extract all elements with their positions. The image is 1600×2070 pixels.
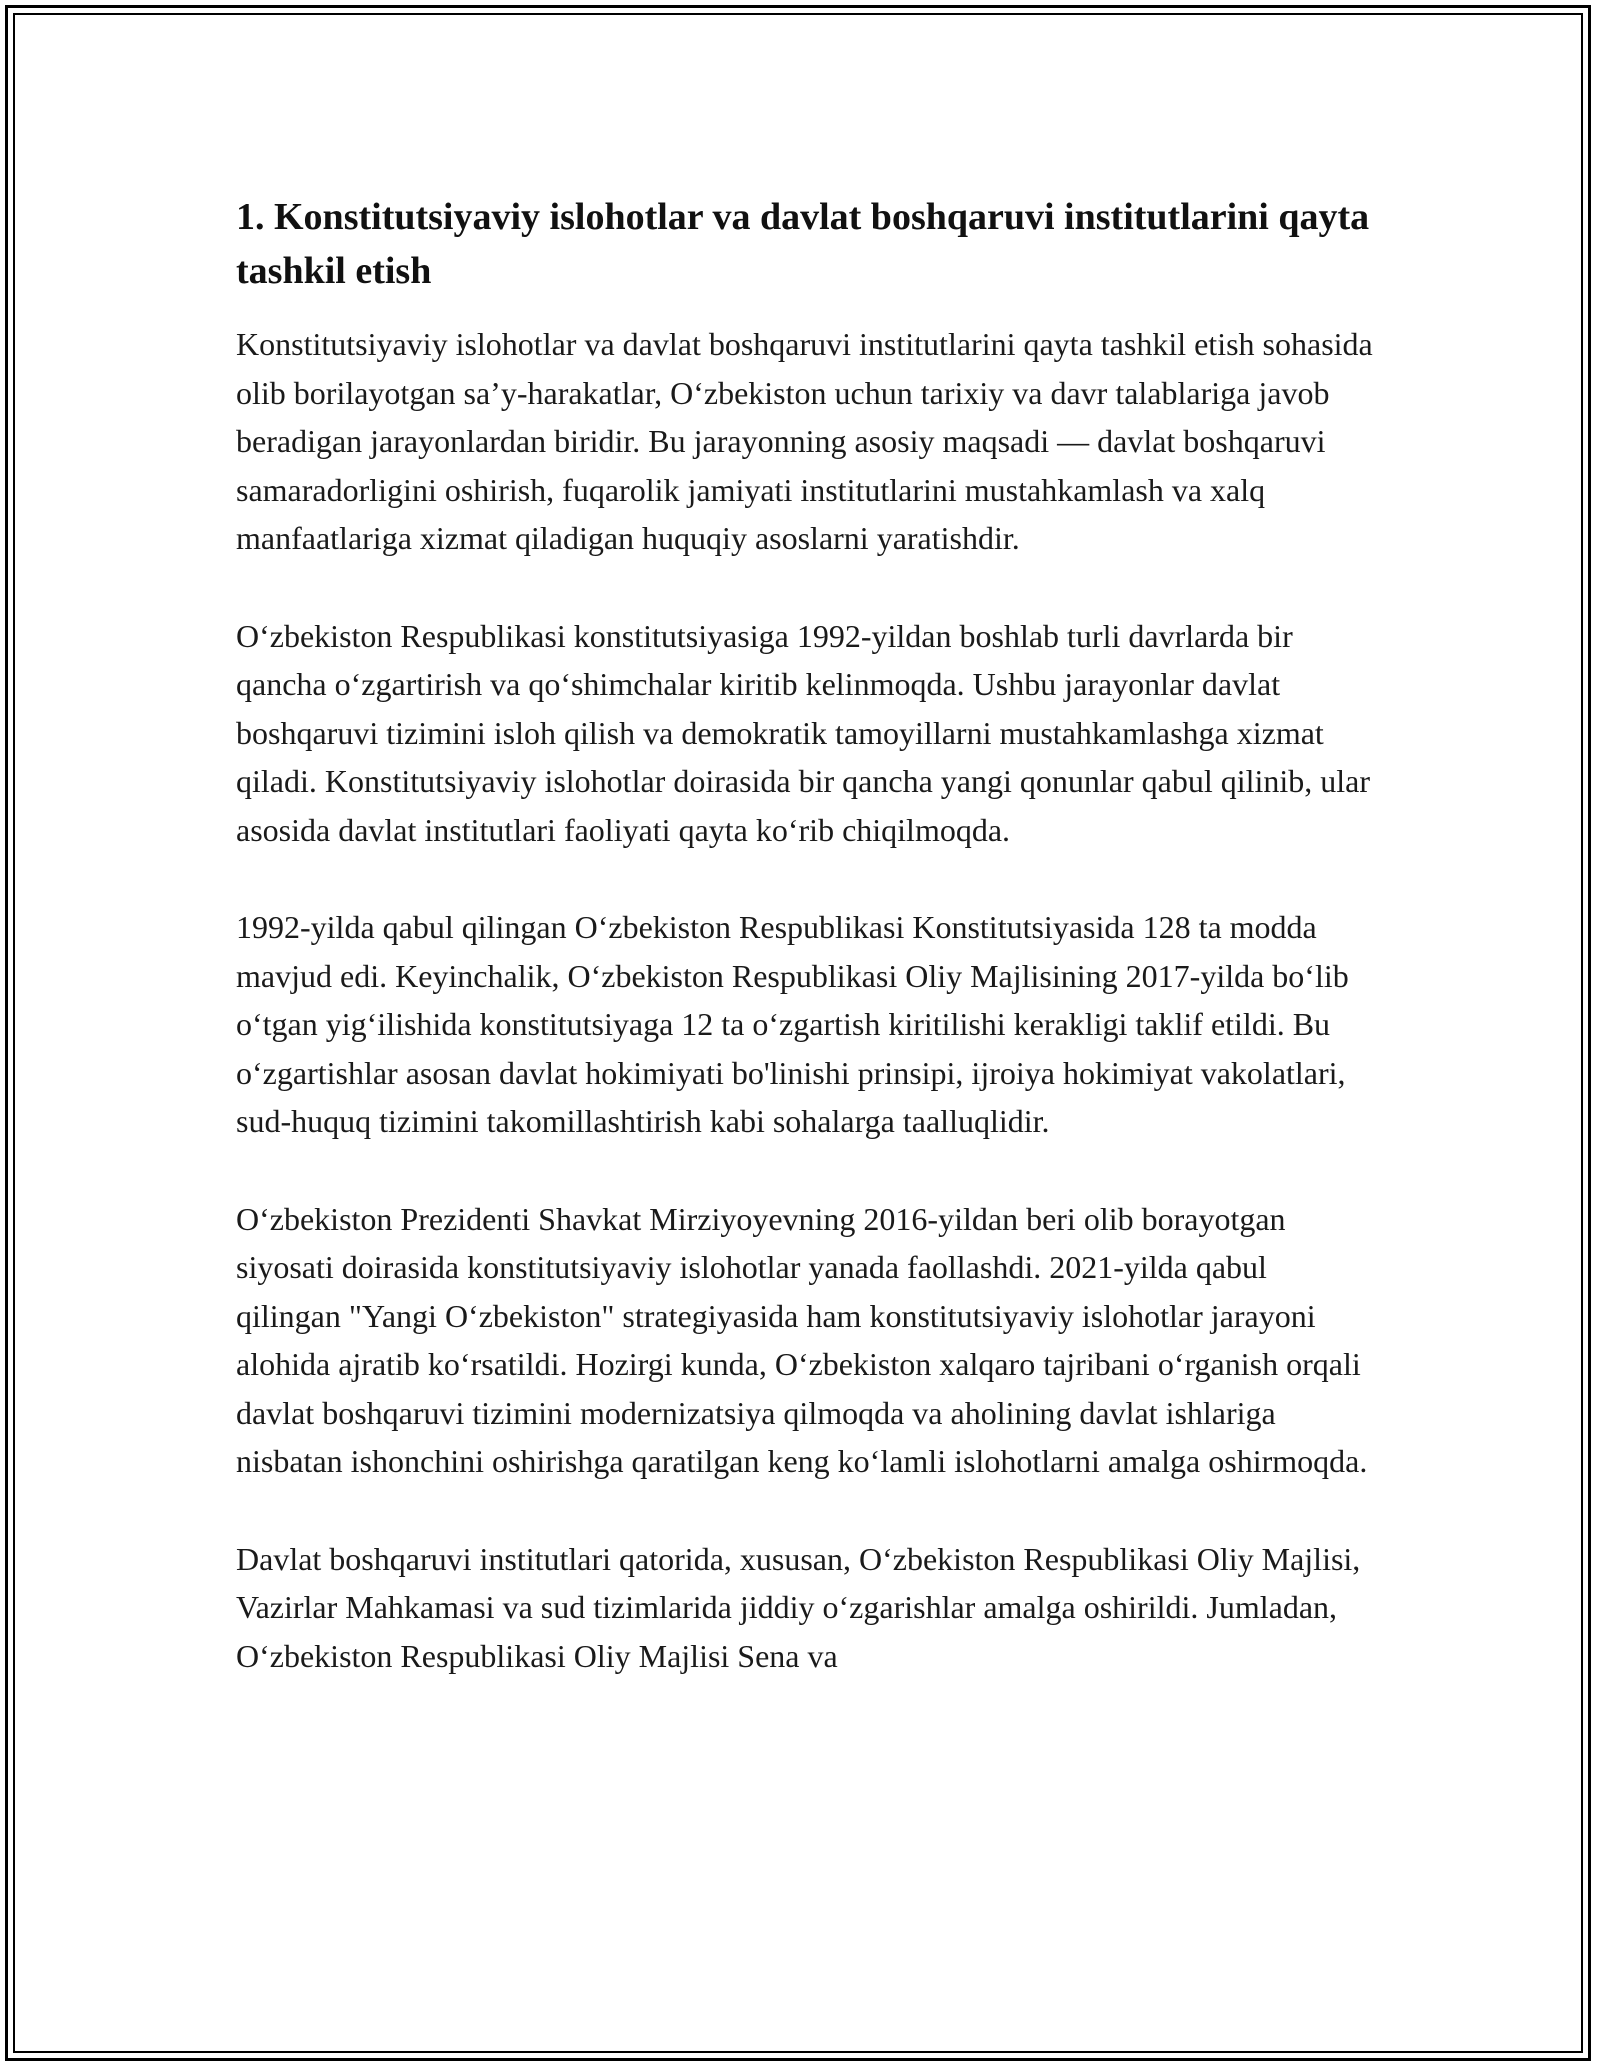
paragraph-1: Konstitutsiyaviy islohotlar va davlat boshqaruvi institutlarini qayta tashkil etish sohasida olib borilayotgan sa’y-harakatlar, O‘zbekiston uchun tarixiy va davr talablariga javob beradigan jarayonlardan biridir. Bu jarayonning asosiy maqsadi — davlat boshqaruvi samaradorligini oshirish, fuqarolik jamiyati institutlarini mustahkamlash va xalq manfaatlariga xizmat qiladigan huquqiy asoslarni yaratishdir. [236,326,1373,556]
section-heading: 1. Konstitutsiyaviy islohotlar va davlat boshqaruvi institutlarini qayta tashkil etish [236,196,1370,292]
paragraph-3: 1992-yilda qabul qilingan O‘zbekiston Respublikasi Konstitutsiyasida 128 ta modda mavjud edi. Keyinchalik, O‘zbekiston Respublikasi Oliy Majlisining 2017-yilda bo‘lib o‘tgan yig‘ilishida konstitutsiyaga 12 ta o‘zgartish kiritilishi kerakligi taklif etildi. Bu o‘zgartishlar asosan davlat hokimiyati bo'linishi prinsipi, ijroiya hokimiyat vakolatlari, sud-huquq tizimini takomillashtirish kabi sohalarga taalluqlidir. [236,909,1349,1139]
paragraph-4: O‘zbekiston Prezidenti Shavkat Mirziyoyevning 2016-yildan beri olib borayotgan siyosati doirasida konstitutsiyaviy islohotlar yanada faollashdi. 2021-yilda qabul qilingan "Yangi O‘zbekiston" strategiyasida ham konstitutsiyaviy islohotlar jarayoni alohida ajratib ko‘rsatildi. Hozirgi kunda, O‘zbekiston xalqaro tajribani o‘rganish orqali davlat boshqaruvi tizimini modernizatsiya qilmoqda va aholining davlat ishlariga nisbatan ishonchini oshirishga qaratilgan keng ko‘lamli islohotlarni amalga oshirmoqda. [236,1200,1368,1479]
paragraph-5: Davlat boshqaruvi institutlari qatorida, xususan, O‘zbekiston Respublikasi Oliy Majlisi, Vazirlar Mahkamasi va sud tizimlarida jiddiy o‘zgarishlar amalga oshirildi. Jumladan, O‘zbekiston Respublikasi Oliy Majlisi Sena va [236,1540,1361,1674]
document-body [236,190,1376,1729]
paragraph-2: O‘zbekiston Respublikasi konstitutsiyasiga 1992-yildan boshlab turli davrlarda bir qancha o‘zgartirish va qo‘shimchalar kiritib kelinmoqda. Ushbu jarayonlar davlat boshqaruvi tizimini isloh qilish va demokratik tamoyillarni mustahkamlashga xizmat qiladi. Konstitutsiyaviy islohotlar doirasida bir qancha yangi qonunlar qabul qilinib, ular asosida davlat institutlari faoliyati qayta ko‘rib chiqilmoqda. [236,617,1371,848]
